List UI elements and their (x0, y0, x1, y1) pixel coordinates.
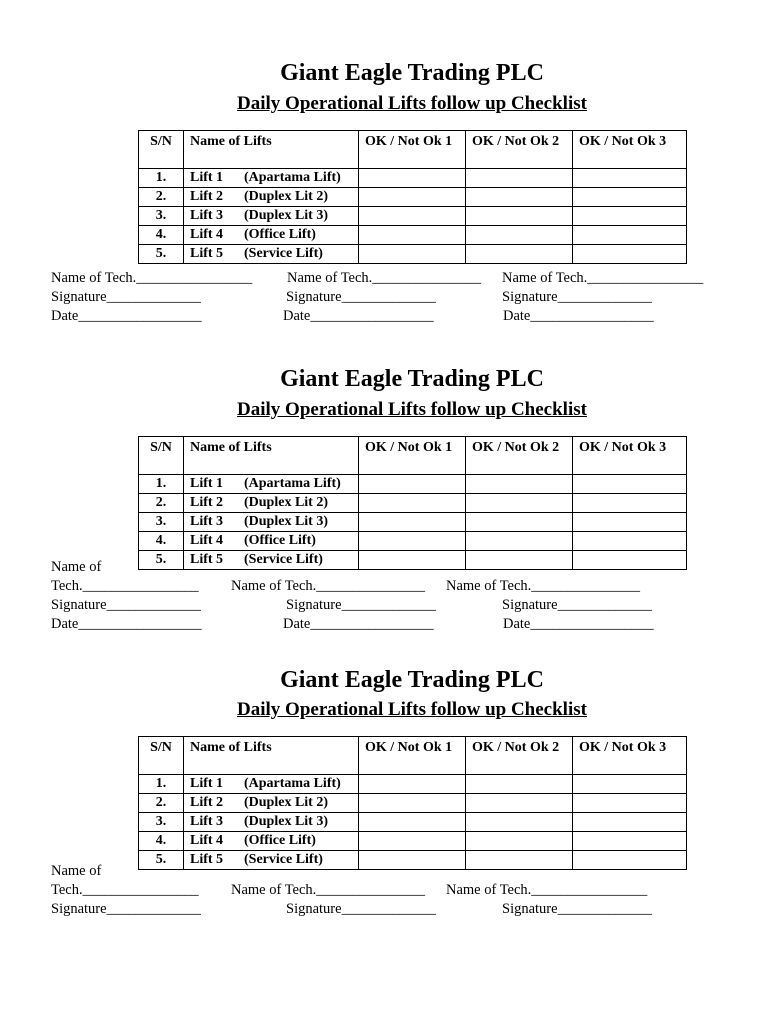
ok-1-cell[interactable] (359, 532, 466, 551)
ok-2-cell[interactable] (466, 188, 573, 207)
signature-field-2[interactable]: Signature_____________ (286, 901, 436, 917)
date-field-1[interactable]: Date_________________ (51, 616, 202, 632)
header-ok-3: OK / Not Ok 3 (573, 437, 687, 475)
checklist-subtitle: Daily Operational Lifts follow up Checklist (237, 699, 587, 720)
ok-3-cell[interactable] (573, 245, 687, 264)
ok-2-cell[interactable] (466, 169, 573, 188)
row-lift-name: Lift 2 (Duplex Lit 2) (184, 494, 359, 513)
ok-1-cell[interactable] (359, 513, 466, 532)
row-sn: 3. (139, 813, 184, 832)
table-row (139, 169, 687, 188)
lifts-table (138, 436, 687, 570)
ok-3-cell[interactable] (573, 188, 687, 207)
ok-2-cell[interactable] (466, 551, 573, 570)
row-sn: 5. (139, 245, 184, 264)
signature-field-3[interactable]: Signature_____________ (502, 289, 652, 305)
table-row (139, 475, 687, 494)
date-field-3[interactable]: Date_________________ (503, 616, 654, 632)
header-ok-1: OK / Not Ok 1 (359, 131, 466, 169)
checklist-subtitle: Daily Operational Lifts follow up Checklist (237, 399, 587, 420)
signature-field-3[interactable]: Signature_____________ (502, 597, 652, 613)
header-ok-2: OK / Not Ok 2 (466, 131, 573, 169)
ok-1-cell[interactable] (359, 226, 466, 245)
tech-name-field-2[interactable]: Name of Tech._______________ (231, 882, 426, 898)
ok-2-cell[interactable] (466, 494, 573, 513)
header-name-of-lifts: Name of Lifts (184, 437, 359, 475)
table-row (139, 851, 687, 870)
table-row (139, 207, 687, 226)
ok-1-cell[interactable] (359, 207, 466, 226)
ok-3-cell[interactable] (573, 551, 687, 570)
row-sn: 3. (139, 513, 184, 532)
ok-2-cell[interactable] (466, 794, 573, 813)
table-row (139, 188, 687, 207)
header-ok-3: OK / Not Ok 3 (573, 131, 687, 169)
table-header-row (139, 131, 687, 169)
company-title: Giant Eagle Trading PLC (280, 60, 544, 86)
header-ok-2: OK / Not Ok 2 (466, 437, 573, 475)
table-row (139, 794, 687, 813)
ok-2-cell[interactable] (466, 832, 573, 851)
tech-name-field-2[interactable]: Name of Tech._______________ (231, 578, 426, 594)
table-header-row (139, 737, 687, 775)
table-row (139, 832, 687, 851)
signature-field-1[interactable]: Signature_____________ (51, 597, 201, 613)
tech-name-field-1[interactable]: Tech.________________ (51, 578, 199, 594)
row-lift-name: Lift 3 (Duplex Lit 3) (184, 513, 359, 532)
tech-name-field-3[interactable]: Name of Tech._______________ (446, 578, 641, 594)
row-lift-name: Lift 1 (Apartama Lift) (184, 775, 359, 794)
header-name-of-lifts: Name of Lifts (184, 737, 359, 775)
table-row (139, 494, 687, 513)
company-title: Giant Eagle Trading PLC (280, 667, 544, 693)
table-row (139, 551, 687, 570)
signature-field-1[interactable]: Signature_____________ (51, 289, 201, 305)
ok-3-cell[interactable] (573, 207, 687, 226)
row-sn: 3. (139, 207, 184, 226)
ok-1-cell[interactable] (359, 245, 466, 264)
ok-3-cell[interactable] (573, 813, 687, 832)
tech-name-field-1[interactable]: Name of Tech.________________ (51, 270, 253, 286)
ok-3-cell[interactable] (573, 513, 687, 532)
header-ok-1: OK / Not Ok 1 (359, 737, 466, 775)
date-field-2[interactable]: Date_________________ (283, 616, 434, 632)
ok-1-cell[interactable] (359, 169, 466, 188)
tech-name-field-1[interactable]: Tech.________________ (51, 882, 199, 898)
tech-name-field-3[interactable]: Name of Tech.________________ (502, 270, 704, 286)
ok-3-cell[interactable] (573, 775, 687, 794)
ok-3-cell[interactable] (573, 169, 687, 188)
header-sn: S/N (139, 737, 184, 775)
header-sn: S/N (139, 437, 184, 475)
ok-3-cell[interactable] (573, 832, 687, 851)
row-sn: 4. (139, 532, 184, 551)
row-sn: 5. (139, 851, 184, 870)
tech-name-prefix: Name of (51, 863, 102, 879)
header-ok-3: OK / Not Ok 3 (573, 737, 687, 775)
row-sn: 2. (139, 188, 184, 207)
ok-2-cell[interactable] (466, 532, 573, 551)
row-lift-name: Lift 4 (Office Lift) (184, 226, 359, 245)
row-lift-name: Lift 5 (Service Lift) (184, 851, 359, 870)
ok-1-cell[interactable] (359, 775, 466, 794)
row-sn: 4. (139, 226, 184, 245)
header-ok-1: OK / Not Ok 1 (359, 437, 466, 475)
ok-2-cell[interactable] (466, 775, 573, 794)
row-lift-name: Lift 4 (Office Lift) (184, 532, 359, 551)
ok-3-cell[interactable] (573, 475, 687, 494)
ok-3-cell[interactable] (573, 532, 687, 551)
row-lift-name: Lift 1 (Apartama Lift) (184, 169, 359, 188)
tech-name-field-2[interactable]: Name of Tech._______________ (287, 270, 482, 286)
table-header-row (139, 437, 687, 475)
row-sn: 5. (139, 551, 184, 570)
date-field-2[interactable]: Date_________________ (283, 308, 434, 324)
ok-3-cell[interactable] (573, 794, 687, 813)
row-sn: 4. (139, 832, 184, 851)
row-lift-name: Lift 5 (Service Lift) (184, 551, 359, 570)
ok-3-cell[interactable] (573, 494, 687, 513)
table-row (139, 513, 687, 532)
ok-1-cell[interactable] (359, 551, 466, 570)
company-title: Giant Eagle Trading PLC (280, 366, 544, 392)
date-field-1[interactable]: Date_________________ (51, 308, 202, 324)
table-row (139, 226, 687, 245)
table-row (139, 532, 687, 551)
checklist-subtitle: Daily Operational Lifts follow up Checklist (237, 93, 587, 114)
row-sn: 1. (139, 169, 184, 188)
ok-2-cell[interactable] (466, 851, 573, 870)
signature-field-2[interactable]: Signature_____________ (286, 597, 436, 613)
header-name-of-lifts: Name of Lifts (184, 131, 359, 169)
ok-3-cell[interactable] (573, 851, 687, 870)
row-lift-name: Lift 3 (Duplex Lit 3) (184, 207, 359, 226)
ok-1-cell[interactable] (359, 813, 466, 832)
header-ok-2: OK / Not Ok 2 (466, 737, 573, 775)
row-sn: 1. (139, 475, 184, 494)
lifts-table (138, 736, 687, 870)
tech-name-field-3[interactable]: Name of Tech.________________ (446, 882, 648, 898)
signature-field-2[interactable]: Signature_____________ (286, 289, 436, 305)
ok-1-cell[interactable] (359, 188, 466, 207)
ok-2-cell[interactable] (466, 226, 573, 245)
lifts-table (138, 130, 687, 264)
header-sn: S/N (139, 131, 184, 169)
table-row (139, 245, 687, 264)
ok-2-cell[interactable] (466, 207, 573, 226)
signature-field-1[interactable]: Signature_____________ (51, 901, 201, 917)
ok-2-cell[interactable] (466, 813, 573, 832)
ok-3-cell[interactable] (573, 226, 687, 245)
ok-1-cell[interactable] (359, 832, 466, 851)
ok-2-cell[interactable] (466, 513, 573, 532)
ok-1-cell[interactable] (359, 851, 466, 870)
ok-1-cell[interactable] (359, 475, 466, 494)
row-lift-name: Lift 2 (Duplex Lit 2) (184, 794, 359, 813)
row-lift-name: Lift 1 (Apartama Lift) (184, 475, 359, 494)
row-lift-name: Lift 3 (Duplex Lit 3) (184, 813, 359, 832)
ok-1-cell[interactable] (359, 794, 466, 813)
date-field-3[interactable]: Date_________________ (503, 308, 654, 324)
tech-name-prefix: Name of (51, 559, 102, 575)
signature-field-3[interactable]: Signature_____________ (502, 901, 652, 917)
table-row (139, 775, 687, 794)
row-lift-name: Lift 5 (Service Lift) (184, 245, 359, 264)
ok-1-cell[interactable] (359, 494, 466, 513)
row-lift-name: Lift 2 (Duplex Lit 2) (184, 188, 359, 207)
row-lift-name: Lift 4 (Office Lift) (184, 832, 359, 851)
ok-2-cell[interactable] (466, 475, 573, 494)
row-sn: 1. (139, 775, 184, 794)
row-sn: 2. (139, 494, 184, 513)
table-row (139, 813, 687, 832)
row-sn: 2. (139, 794, 184, 813)
ok-2-cell[interactable] (466, 245, 573, 264)
